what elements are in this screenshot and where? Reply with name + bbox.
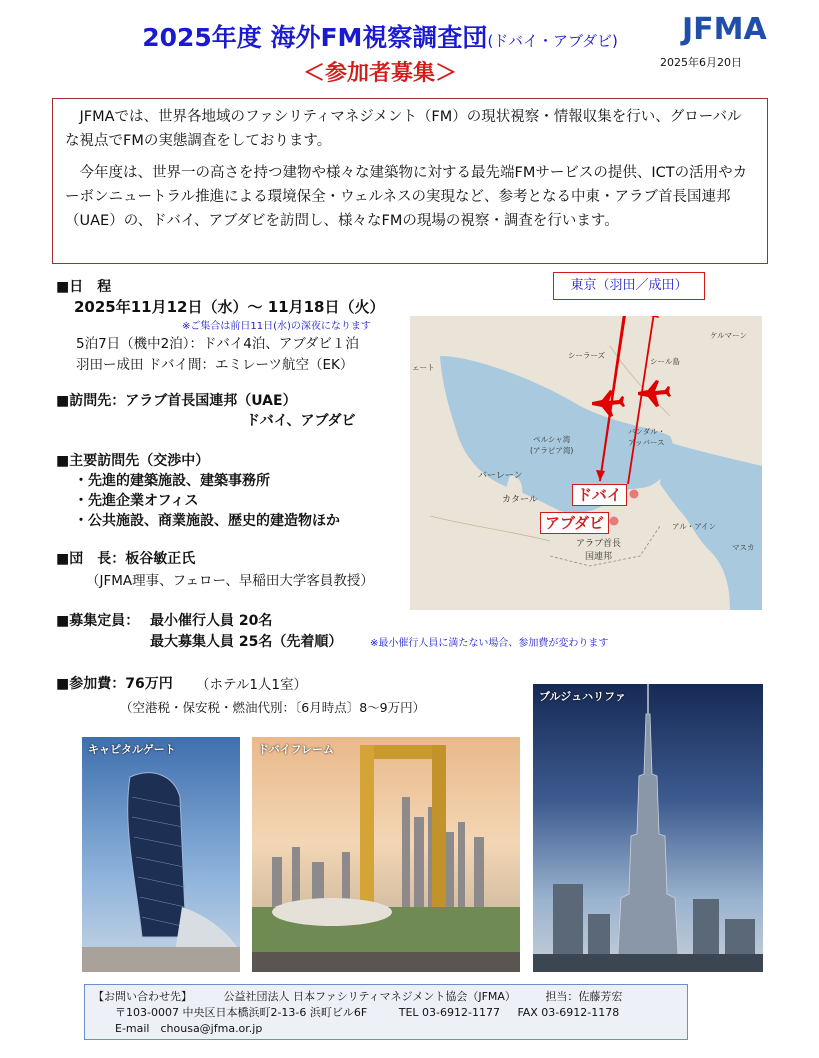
map-label: ェート <box>412 363 435 372</box>
contact-row-1 <box>93 989 679 1005</box>
leader-detail: （JFMA理事、フェロー、早稲田大学客員教授） <box>86 573 374 589</box>
schedule-note: ※ご集合は前日11日(水)の深夜になります <box>182 321 371 332</box>
burj-khalifa-photo <box>533 684 763 972</box>
capacity-max: 最大募集人員 25名（先着順） <box>150 634 343 650</box>
capital-gate-photo <box>82 737 240 972</box>
contact-tel: TEL 03-6912-1177 <box>398 1006 500 1019</box>
capacity-heading: ■募集定員： <box>56 613 140 629</box>
visit-item: ・先進的建築施設、建築事務所 <box>74 473 270 489</box>
issue-date: 2025年6月20日 <box>660 56 742 69</box>
abudhabi-label: アブダビ <box>540 512 609 534</box>
fee-heading: ■参加費：76万円 <box>56 676 173 692</box>
fee-hotel: （ホテル1人1室） <box>196 677 308 693</box>
region-map <box>410 316 762 610</box>
leader-heading: ■団 長：板谷敏正氏 <box>56 551 196 567</box>
map-label: バンダル・ アッバース <box>628 427 666 447</box>
visits-heading: ■主要訪問先（交渉中） <box>56 453 210 469</box>
contact-fax: FAX 03-6912-1178 <box>517 1006 620 1019</box>
recruit-heading: ＜参加者募集＞ <box>302 61 457 86</box>
schedule-airline: 羽田ー成田 ドバイ間：エミレーツ航空（EK） <box>76 357 354 373</box>
map-label: マスカ <box>732 543 755 552</box>
contact-row-2 <box>93 1005 679 1021</box>
page-title <box>80 18 680 54</box>
map-label: シーラーズ <box>568 351 606 360</box>
fee-extra: （空港税・保安税・燃油代別：〔6月時点〕8～9万円） <box>120 700 426 715</box>
abudhabi-dot <box>610 517 619 526</box>
dubai-frame-caption: ドバイフレーム <box>258 743 335 756</box>
map-label: アル・アイン <box>672 522 717 531</box>
tokyo-label: 東京（羽田／成田） <box>553 272 705 300</box>
destination-heading: ■訪問先：アラブ首長国連邦（UAE） <box>56 393 297 409</box>
map-label: アラブ首長 国連邦 <box>576 539 622 562</box>
map-label: ケルマーン <box>710 331 747 340</box>
contact-org: 公益社団法人 日本ファシリティマネジメント協会（JFMA） <box>223 990 516 1003</box>
capital-gate-caption: キャピタルゲート <box>88 743 176 756</box>
contact-email[interactable]: E-mail chousa@jfma.or.jp <box>115 1022 263 1035</box>
map-label: バーレーン <box>478 471 523 481</box>
dubai-frame-photo <box>252 737 520 972</box>
intro-box <box>52 98 768 264</box>
contact-label: 【お問い合わせ先】 <box>93 990 192 1003</box>
dubai-dot <box>630 490 639 499</box>
map-label: ペルシャ湾 (アラビア湾) <box>530 435 574 455</box>
visit-item: ・先進企業オフィス <box>74 493 199 509</box>
title-sub: (ドバイ・アブダビ) <box>487 32 618 50</box>
schedule-dates: 2025年11月12日（水）～ 11月18日（火） <box>74 298 385 316</box>
intro-paragraph-2: 今年度は、世界一の高さを持つ建物や様々な建築物に対する最先端FMサービスの提供、ICTの活用やカーボンニュートラル推進による環境保全・ウェルネスの実現など、参考となる中東・アラブ首長国連邦（UAE）の、ドバイ、アブダビを訪問し、様々なFMの現場の視察・調査を行います。 <box>65 165 748 229</box>
destination-cities: ドバイ、アブダビ <box>246 413 356 429</box>
schedule-nights: 5泊7日（機中2泊）：ドバイ4泊、アブダビ１泊 <box>76 336 359 352</box>
intro-paragraph-1: JFMAでは、世界各地域のファシリティマネジメント（FM）の現状視察・情報収集を行い、グローバルな視点でFMの実態調査をしております。 <box>65 109 742 149</box>
map-label: カタール <box>502 495 538 505</box>
dubai-frame-image <box>252 737 520 972</box>
dubai-label: ドバイ <box>572 484 627 506</box>
contact-address: 〒103-0007 中央区日本橋浜町2-13-6 浜町ビル6F <box>115 1006 368 1019</box>
contact-box <box>84 984 688 1040</box>
capacity-note: ※最小催行人員に満たない場合、参加費が変わります <box>370 638 609 649</box>
contact-row-3 <box>93 1021 679 1037</box>
burj-khalifa-image <box>533 684 763 972</box>
title-main: 2025年度 海外FM視察調査団 <box>142 23 488 52</box>
schedule-heading: ■日 程 <box>56 279 112 295</box>
capacity-min: 最小催行人員 20名 <box>150 613 273 629</box>
jfma-logo: JFMA <box>682 12 767 47</box>
map-label: シール島 <box>650 357 680 366</box>
contact-person: 担当：佐藤芳宏 <box>545 990 623 1003</box>
burj-khalifa-caption: ブルジュハリファ <box>539 690 626 703</box>
capital-gate-image <box>82 737 240 972</box>
visit-item: ・公共施設、商業施設、歴史的建造物ほか <box>74 513 340 529</box>
